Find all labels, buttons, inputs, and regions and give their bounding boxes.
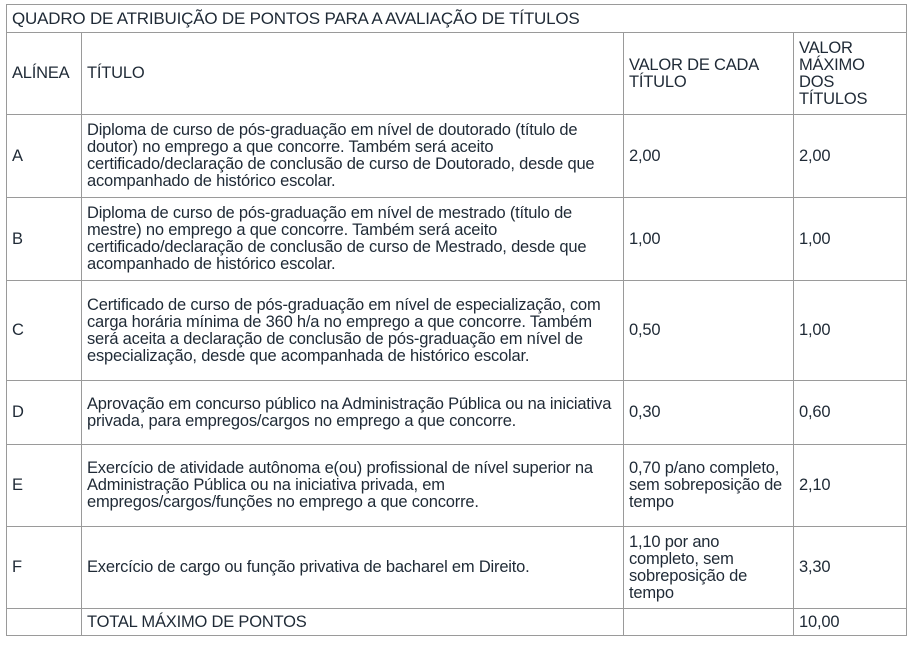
cell-valor-maximo: 2,10 (794, 445, 907, 527)
total-label: TOTAL MÁXIMO DE PONTOS (82, 609, 624, 636)
cell-alinea: F (7, 527, 82, 609)
table-row (7, 281, 907, 381)
cell-titulo: Exercício de atividade autônoma e(ou) profissional de nível superior na Administração Pública ou na iniciativa privada, em empregos/cargos/funções no emprego a que concorre. (82, 445, 624, 527)
table-caption: QUADRO DE ATRIBUIÇÃO DE PONTOS PARA A AVALIAÇÃO DE TÍTULOS (7, 5, 907, 33)
table-row (7, 527, 907, 609)
total-row (7, 609, 907, 636)
cell-alinea: B (7, 198, 82, 281)
points-table (6, 4, 907, 636)
cell-valor-maximo: 2,00 (794, 115, 907, 198)
cell-valor-maximo: 1,00 (794, 198, 907, 281)
header-alinea: ALÍNEA (7, 33, 82, 115)
cell-valor-cada: 0,30 (624, 381, 794, 445)
cell-valor-cada: 1,10 por ano completo, sem sobreposição de tempo (624, 527, 794, 609)
cell-valor-cada: 0,50 (624, 281, 794, 381)
cell-alinea: E (7, 445, 82, 527)
table-row (7, 445, 907, 527)
cell-titulo: Diploma de curso de pós-graduação em nível de doutorado (título de doutor) no emprego a que concorre. Também será aceito certificado/declaração de conclusão de curso de Doutorado, desde que acompanhado de histórico escolar. (82, 115, 624, 198)
cell-valor-maximo: 0,60 (794, 381, 907, 445)
cell-valor-maximo: 3,30 (794, 527, 907, 609)
table-row (7, 115, 907, 198)
table-row (7, 198, 907, 281)
cell-titulo: Diploma de curso de pós-graduação em nível de mestrado (título de mestre) no emprego a que concorre. Também será aceito certificado/declaração de conclusão de curso de Mestrado, desde que acompanhado de histórico escolar. (82, 198, 624, 281)
header-titulo: TÍTULO (82, 33, 624, 115)
table-caption-row (7, 5, 907, 33)
cell-valor-cada: 2,00 (624, 115, 794, 198)
header-valor-maximo: VALOR MÁXIMO DOS TÍTULOS (794, 33, 907, 115)
cell-alinea: C (7, 281, 82, 381)
cell-empty (7, 609, 82, 636)
cell-titulo: Aprovação em concurso público na Administração Pública ou na iniciativa privada, para empregos/cargos no emprego a que concorre. (82, 381, 624, 445)
total-value: 10,00 (794, 609, 907, 636)
cell-valor-cada: 0,70 p/ano completo, sem sobreposição de tempo (624, 445, 794, 527)
cell-titulo: Certificado de curso de pós-graduação em nível de especialização, com carga horária mínima de 360 h/a no emprego a que concorre. Também será aceita a declaração de conclusão de pós-graduação em nível de especialização, desde que acompanhada de histórico escolar. (82, 281, 624, 381)
cell-alinea: A (7, 115, 82, 198)
header-valor-cada: VALOR DE CADA TÍTULO (624, 33, 794, 115)
table-header-row (7, 33, 907, 115)
cell-titulo: Exercício de cargo ou função privativa de bacharel em Direito. (82, 527, 624, 609)
cell-valor-cada: 1,00 (624, 198, 794, 281)
cell-valor-maximo: 1,00 (794, 281, 907, 381)
table-row (7, 381, 907, 445)
cell-empty (624, 609, 794, 636)
cell-alinea: D (7, 381, 82, 445)
